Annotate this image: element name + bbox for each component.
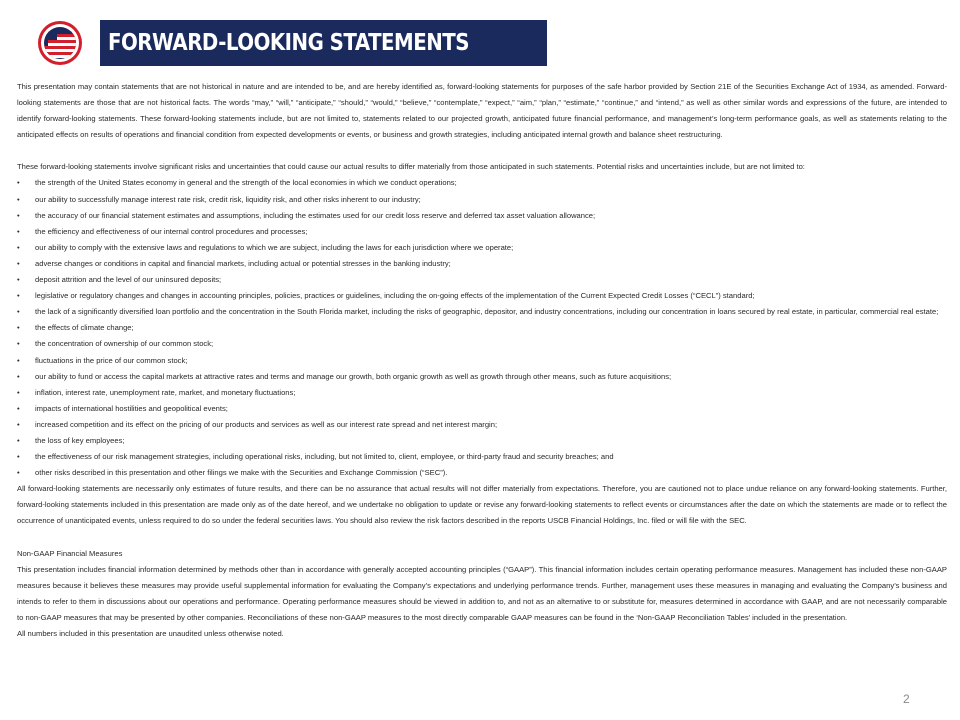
risk-item-text: our ability to successfully manage interest rate risk, credit risk, liquidity risk, and other risks inherent to our industry;	[35, 194, 421, 204]
risk-item-text: the effects of climate change;	[35, 323, 134, 333]
risk-item-text: the strength of the United States economy in general and the strength of the local economies in which we conduct operations;	[35, 178, 457, 188]
risk-item	[17, 240, 947, 256]
risk-item-text: the accuracy of our financial statement estimates and assumptions, including the estimates used for our credit loss reserve and deferred tax asset valuation allowance;	[35, 210, 596, 220]
bullet-icon: •	[17, 307, 20, 317]
risk-item	[17, 272, 947, 288]
risk-item	[17, 224, 947, 240]
bullet-icon: •	[17, 194, 20, 204]
risk-item	[17, 353, 947, 369]
risks-intro-paragraph: These forward-looking statements involve significant risks and uncertainties that could cause our actual results to differ materially from those anticipated in such statements. Potential risks and uncertainties include, but are not limited to:	[17, 162, 805, 172]
non-gaap-paragraph: This presentation includes financial information determined by methods other than in accordance with generally accepted accounting principles (“GAAP”). This financial information includes certain operating performance measures. Management has included these non-GAAP measures because it believes these measures may provide useful supplemental information for evaluating the Company’s expectations and underlying performance trends. Further, management uses these measures in managing and evaluating the Company’s business and intends to refer to them in discussions about our operations and performance. Operating performance measures should be viewed in addition to, and not as an alternative to or substitute for, measures determined in accordance with GAAP, and are not necessarily comparable to non-GAAP measures that may be presented by other companies. Reconciliations of these non-GAAP measures to the most directly comparable GAAP measures can be found in the ‘Non-GAAP Reconciliation Tables’ included in the presentation.	[17, 564, 947, 622]
bullet-icon: •	[17, 468, 20, 478]
paragraph-gap	[17, 143, 947, 159]
bullet-icon: •	[17, 452, 20, 462]
risk-item-text: the loss of key employees;	[35, 435, 125, 445]
risk-item	[17, 336, 947, 352]
risk-item	[17, 449, 947, 465]
risk-list	[17, 175, 947, 481]
bullet-icon: •	[17, 403, 20, 413]
flag-globe-logo-icon	[24, 20, 94, 66]
risk-item	[17, 401, 947, 417]
bullet-icon: •	[17, 178, 20, 188]
risk-item	[17, 304, 947, 320]
header-bar	[16, 20, 547, 66]
risk-item	[17, 465, 947, 481]
non-gaap-heading: Non-GAAP Financial Measures	[17, 548, 123, 558]
bullet-icon: •	[17, 275, 20, 285]
risk-item	[17, 256, 947, 272]
unaudited-note: All numbers included in this presentation are unaudited unless otherwise noted.	[17, 629, 284, 638]
risk-item-text: the concentration of ownership of our common stock;	[35, 339, 214, 349]
bullet-icon: •	[17, 210, 20, 220]
risk-item	[17, 192, 947, 208]
risk-item	[17, 385, 947, 401]
risk-item	[17, 208, 947, 224]
bullet-icon: •	[17, 226, 20, 236]
risk-item	[17, 320, 947, 336]
bullet-icon: •	[17, 242, 20, 252]
risk-item-text: inflation, interest rate, unemployment rate, market, and monetary fluctuations;	[35, 387, 296, 397]
risk-item-text: adverse changes or conditions in capital and financial markets, including actual or potential stresses in the banking industry;	[35, 258, 451, 268]
bullet-icon: •	[17, 435, 20, 445]
paragraph-gap	[17, 530, 947, 546]
risk-item	[17, 417, 947, 433]
bullet-icon: •	[17, 387, 20, 397]
risk-item-text: other risks described in this presentation and other filings we make with the Securities and Exchange Commission (“SEC”).	[35, 468, 448, 478]
bullet-icon: •	[17, 371, 20, 381]
risk-item-text: impacts of international hostilities and geopolitical events;	[35, 403, 228, 413]
bullet-icon: •	[17, 355, 20, 365]
risk-item-text: the efficiency and effectiveness of our internal control procedures and processes;	[35, 226, 308, 236]
risk-item	[17, 433, 947, 449]
risk-item-text: the lack of a significantly diversified loan portfolio and the concentration in the South Florida market, including the risks of geographic, depositor, and industry concentrations, including our concentration in loans secured by real estate, in particular, commercial real estate;	[35, 307, 939, 317]
disclaimer-content	[17, 79, 947, 642]
bullet-icon: •	[17, 258, 20, 268]
risk-item-text: fluctuations in the price of our common stock;	[35, 355, 188, 365]
bullet-icon: •	[17, 291, 20, 301]
risk-item-text: our ability to comply with the extensive laws and regulations to which we are subject, including the laws for each jurisdiction where we operate;	[35, 242, 514, 252]
bullet-icon: •	[17, 339, 20, 349]
logo-box	[16, 20, 100, 66]
risk-item-text: legislative or regulatory changes and changes in accounting principles, policies, practices or guidelines, including the on-going effects of the implementation of the Current Expected Credit Losses (“CECL”) standard;	[35, 291, 755, 301]
risk-item-text: our ability to fund or access the capital markets at attractive rates and terms and manage our growth, both organic growth as well as growth through other means, such as future acquisitions;	[35, 371, 672, 381]
risk-item	[17, 369, 947, 385]
risk-item-text: the effectiveness of our risk management strategies, including operational risks, including, but not limited to, client, employee, or third-party fraud and security breaches; and	[35, 452, 614, 462]
page-title: FORWARD-LOOKING STATEMENTS	[108, 30, 469, 56]
page-number: 2	[903, 692, 910, 706]
risk-item	[17, 175, 947, 191]
bullet-icon: •	[17, 419, 20, 429]
risk-item-text: deposit attrition and the level of our uninsured deposits;	[35, 275, 222, 285]
intro-paragraph: This presentation may contain statements that are not historical in nature and are intended to be, and are hereby identified as, forward-looking statements for purposes of the safe harbor provided by Section 21E of the Securities Exchange Act of 1934, as amended. Forward-looking statements are those that are not historical facts. The words “may,” “will,” “anticipate,” “should,” “would,” “believe,” “contemplate,” “expect,” “aim,” “plan,” “estimate,” “continue,” and “intend,” as well as other similar words and expressions of the future, are intended to identify forward-looking statements. These forward-looking statements include, but are not limited to, statements related to our projected growth, anticipated future financial performance, and management’s long-term performance goals, as well as statements relating to the anticipated effects on results of operations and financial condition from expected developments or events, or business and growth strategies, including anticipated internal growth and balance sheet restructuring.	[17, 82, 947, 140]
risk-item-text: increased competition and its effect on the pricing of our products and services as well as our interest rate spread and net interest margin;	[35, 419, 498, 429]
bullet-icon: •	[17, 323, 20, 333]
caution-paragraph: All forward-looking statements are necessarily only estimates of future results, and there can be no assurance that actual results will not differ materially from expectations. Therefore, you are cautioned not to place undue reliance on any forward-looking statements. Further, forward-looking statements included in this presentation are made only as of the date hereof, and we undertake no obligation to update or revise any forward-looking statements to reflect events or circumstances after the date on which the statements are made or to reflect the occurrence of unanticipated events, unless required to do so under the federal securities laws. You should also review the risk factors described in the reports USCB Financial Holdings, Inc. filed or will file with the SEC.	[17, 484, 947, 526]
risk-item	[17, 288, 947, 304]
